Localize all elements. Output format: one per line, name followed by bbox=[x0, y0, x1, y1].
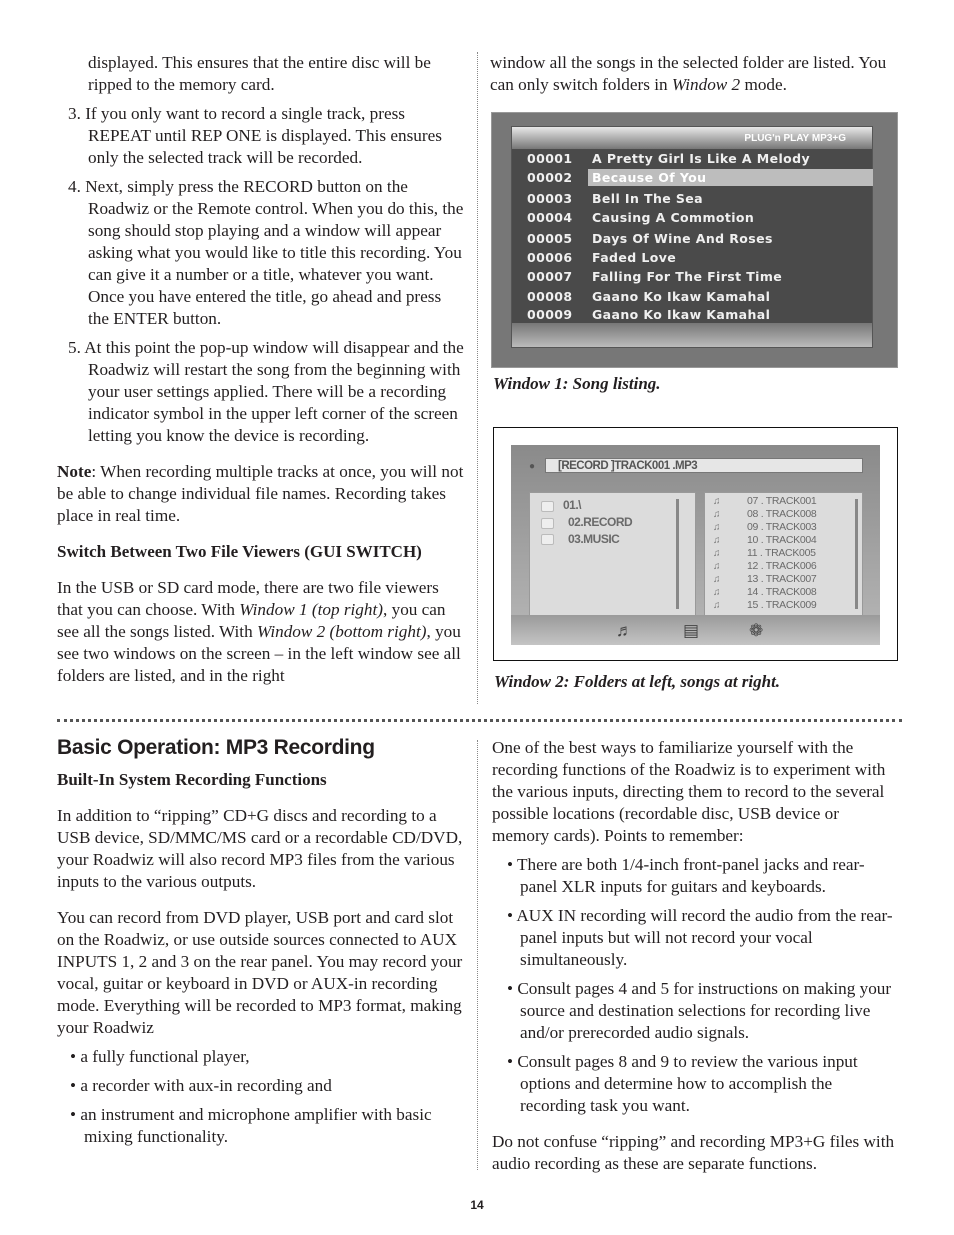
top-left-column bbox=[57, 52, 464, 701]
sources-paragraph: You can record from DVD player, USB port and card slot on the Roadwiz, or use outside sources connected to AUX INPUTS 1, 2 and 3 on the rear panel. You may record your vocal, guitar or keyboard in DVD or AUX-in recording mode. Everything will be recorded to MP3 format, making your Roadwiz bbox=[57, 908, 463, 1037]
track-item[interactable]: 11 . TRACK005 bbox=[747, 547, 816, 559]
track-panel bbox=[704, 492, 863, 616]
track-item[interactable]: 13 . TRACK007 bbox=[747, 573, 817, 585]
folder-item[interactable]: 03.MUSIC bbox=[568, 532, 620, 546]
feature-bullet: • a recorder with aux-in recording and bbox=[70, 1076, 332, 1095]
folder-item[interactable]: 01.\ bbox=[563, 498, 582, 512]
track-item[interactable]: 15 . TRACK009 bbox=[747, 599, 817, 611]
folder-scrollbar[interactable] bbox=[676, 499, 679, 609]
bottom-right-column bbox=[492, 737, 900, 1189]
section-divider bbox=[57, 719, 902, 722]
function-bar bbox=[511, 615, 880, 645]
track-item[interactable]: 14 . TRACK008 bbox=[747, 586, 817, 598]
song-row[interactable]: 00007 Falling For The First Time bbox=[527, 269, 783, 284]
music-note-icon: ♫ bbox=[713, 561, 721, 572]
continued-step-text: displayed. This ensures that the entire disc will be ripped to the memory card. bbox=[88, 53, 431, 94]
step-5: 5. At this point the pop-up window will disappear and the Roadwiz will restart the song from the beginning with your user settings applied. There will be a recording indicator symbol in the upper left corner of the screen letting you know the device is recording. bbox=[68, 338, 464, 445]
feature-bullet: • an instrument and microphone amplifier with basic mixing functionality. bbox=[70, 1105, 432, 1146]
bottom-left-column bbox=[57, 737, 467, 1155]
photo-mode-icon[interactable]: ❁ bbox=[749, 621, 764, 640]
tips-intro-paragraph: One of the best ways to familiarize yourself with the recording functions of the Roadwiz is to experiment with the various inputs, directing them to record to the several possible locations (recordable disc, USB device or memory cards). Points to remember: bbox=[492, 738, 886, 845]
window2-screenshot bbox=[493, 427, 898, 661]
song-row[interactable]: 00006 Faded Love bbox=[527, 250, 677, 265]
feature-bullet: • a fully functional player, bbox=[70, 1047, 250, 1066]
folder-item[interactable]: 02.RECORD bbox=[568, 515, 633, 529]
gui-switch-paragraph: In the USB or SD card mode, there are two file viewers that you can choose. With Window 1 (top right), you can see all the songs listed. With Window 2 (bottom right), you see two windows on the screen – in the left window see all folders are listed, and in the right bbox=[57, 578, 461, 685]
music-note-icon: ♫ bbox=[713, 548, 721, 559]
song-row-selected[interactable]: 00002 Because Of You bbox=[512, 169, 872, 187]
window1-caption: Window 1: Song listing. bbox=[493, 374, 661, 393]
song-row[interactable]: 00005 Days Of Wine And Roses bbox=[527, 231, 773, 246]
folder-browser-screen bbox=[511, 445, 880, 645]
section-title: Basic Operation: MP3 Recording bbox=[57, 736, 375, 759]
song-list-topbar bbox=[512, 127, 872, 149]
step-4: 4. Next, simply press the RECORD button on the Roadwiz or the Remote control. When you do this, the song should stop playing and a window will appear asking what you would like to title this recording. You can give it a number or a title, whatever you want. Once you have entered the title, go ahead and press the ENTER button. bbox=[68, 177, 464, 328]
window1-screenshot bbox=[491, 112, 898, 368]
tip-bullet: • Consult pages 4 and 5 for instructions on making your source and destination selections for recording live and/or prerecorded audio signals. bbox=[507, 979, 892, 1042]
song-row[interactable]: 00009 Gaano Ko Ikaw Kamahal bbox=[527, 307, 771, 322]
column-divider-top bbox=[477, 52, 478, 704]
song-row[interactable]: 00008 Gaano Ko Ikaw Kamahal bbox=[527, 289, 771, 304]
music-note-icon: ♫ bbox=[713, 600, 721, 611]
brand-label: PLUG'n PLAY MP3+G bbox=[744, 133, 846, 144]
page-number: 14 bbox=[470, 1198, 484, 1212]
music-note-icon: ♫ bbox=[713, 509, 721, 520]
track-item[interactable]: 09 . TRACK003 bbox=[747, 521, 817, 533]
music-mode-icon[interactable]: ♬ bbox=[616, 621, 633, 640]
music-note-icon: ♫ bbox=[713, 574, 721, 585]
note-paragraph: Note: When recording multiple tracks at once, you will not be able to change individual file names. Recording takes place in real time. bbox=[57, 462, 464, 525]
ripping-note-paragraph: Do not confuse “ripping” and recording MP3+G files with audio recording as these are separate functions. bbox=[492, 1132, 895, 1173]
tip-bullet: • There are both 1/4-inch front-panel jacks and rear-panel XLR inputs for guitars and keyboards. bbox=[507, 855, 865, 896]
top-right-column bbox=[490, 52, 900, 110]
intro-paragraph: In addition to “ripping” CD+G discs and recording to a USB device, SD/MMC/MS card or a recordable CD/DVD, your Roadwiz will also record MP3 files from the various inputs to the various outputs. bbox=[57, 806, 463, 891]
song-list-screen bbox=[511, 126, 873, 348]
track-item[interactable]: 10 . TRACK004 bbox=[747, 534, 817, 546]
music-note-icon: ♫ bbox=[713, 522, 721, 533]
now-recording-header: [RECORD ]TRACK001 .MP3 bbox=[545, 458, 863, 473]
folder-icon bbox=[541, 501, 554, 512]
folder-icon bbox=[541, 518, 554, 529]
music-note-icon: ♫ bbox=[713, 535, 721, 546]
music-note-icon: ♫ bbox=[713, 587, 721, 598]
tip-bullet: • Consult pages 8 and 9 to review the various input options and determine how to accomplish the recording task you want. bbox=[507, 1052, 858, 1115]
folder-panel bbox=[529, 492, 696, 616]
window2-caption: Window 2: Folders at left, songs at right. bbox=[494, 672, 781, 691]
video-mode-icon[interactable]: ▤ bbox=[683, 621, 700, 640]
track-item[interactable]: 12 . TRACK006 bbox=[747, 560, 817, 572]
window-switch-paragraph: window all the songs in the selected folder are listed. You can only switch folders in Window 2 mode. bbox=[490, 53, 887, 94]
music-note-icon: ♫ bbox=[713, 496, 721, 507]
track-item[interactable]: 07 . TRACK001 bbox=[747, 495, 817, 507]
record-indicator-icon: ● bbox=[529, 461, 536, 472]
tip-bullet: • AUX IN recording will record the audio from the rear-panel inputs but will not record your vocal simultaneously. bbox=[507, 906, 893, 969]
column-divider-bottom bbox=[477, 740, 478, 1170]
subheading: Built-In System Recording Functions bbox=[57, 770, 327, 789]
folder-icon bbox=[541, 534, 554, 545]
gui-switch-heading: Switch Between Two File Viewers (GUI SWITCH) bbox=[57, 542, 422, 561]
track-scrollbar[interactable] bbox=[855, 499, 858, 609]
song-row[interactable]: 00004 Causing A Commotion bbox=[527, 210, 755, 225]
track-item[interactable]: 08 . TRACK008 bbox=[747, 508, 817, 520]
song-row[interactable]: 00001 A Pretty Girl Is Like A Melody bbox=[527, 151, 811, 166]
song-row[interactable]: 00003 Bell In The Sea bbox=[527, 191, 703, 206]
step-3: 3. If you only want to record a single track, press REPEAT until REP ONE is displayed. This ensures only the selected track will be recorded. bbox=[68, 104, 442, 167]
